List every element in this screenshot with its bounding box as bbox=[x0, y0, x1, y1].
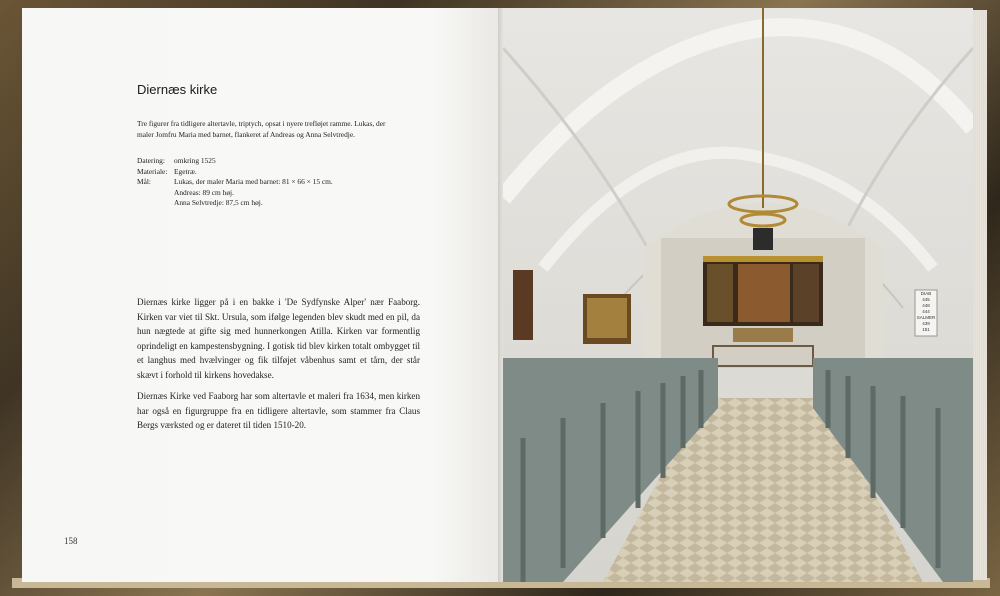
hymn-number: 445 bbox=[922, 297, 930, 302]
detail-value: Lukas, der maler Maria med barnet: 81 × 66 × 15 cm. bbox=[174, 177, 333, 187]
detail-value: omkring 1525 bbox=[174, 156, 216, 165]
detail-label bbox=[137, 188, 174, 199]
detail-label: Mål: bbox=[137, 177, 151, 187]
church-interior-photo bbox=[503, 8, 973, 582]
detail-value: Andreas: 89 cm høj. bbox=[174, 187, 234, 197]
body-text bbox=[137, 295, 420, 440]
page-title: Diernæs kirke bbox=[137, 82, 218, 97]
detail-row bbox=[137, 198, 374, 209]
detail-row bbox=[137, 188, 374, 199]
detail-label: Datering: bbox=[137, 156, 165, 165]
detail-label bbox=[137, 198, 174, 209]
detail-row bbox=[137, 156, 374, 167]
detail-value: Egetræ. bbox=[174, 166, 197, 176]
left-page bbox=[22, 8, 502, 582]
detail-row bbox=[137, 167, 374, 178]
hymn-number: 448 bbox=[922, 303, 930, 308]
detail-label: Materiale: bbox=[137, 166, 168, 176]
hymn-number: 439 bbox=[922, 321, 930, 326]
hymn-board bbox=[915, 291, 937, 333]
page-stack-edge bbox=[973, 10, 987, 580]
hymn-number: 151 bbox=[922, 327, 930, 332]
hymn-number: DIAB bbox=[920, 291, 932, 296]
caption: Tre figurer fra tidligere altertavle, triptych, opsat i nyere trefløjet ramme. Lukas, der maler Jomfru Maria med barnet, flankeret af Andreas og Anna Selvtredje. bbox=[137, 119, 386, 139]
details-list bbox=[137, 156, 374, 209]
page-number: 158 bbox=[64, 536, 78, 546]
paragraph: Diernæs kirke ligger på i en bakke i 'De Sydfynske Alper' nær Faaborg. Kirken var viet til Skt. Ursula, som ifølge legenden blev skudt med en pil, da hun nægtede at gifte sig med hunnerkongen Atilla. Kirken var formentlig oprindeligt en kampestensbygning. I gotisk tid blev kirken totalt ombygget til et langhus med hvælvinger og fik tilføjet våbenhus samt et tårn, der står skævt i forhold til kirkens hovedakse. bbox=[137, 297, 420, 380]
detail-value: Anna Selvtredje: 87,5 cm høj. bbox=[174, 198, 263, 208]
paragraph: Diernæs Kirke ved Faaborg har som altertavle et maleri fra 1634, men kirken har også en figurgruppe fra en tidligere altertavle, som stammer fra Claus Bergs værksted og er dateret til tiden 1510-20. bbox=[137, 391, 420, 430]
hymn-number: SALMER bbox=[916, 315, 936, 320]
hymn-number: 444 bbox=[922, 309, 930, 314]
detail-row bbox=[137, 177, 374, 188]
